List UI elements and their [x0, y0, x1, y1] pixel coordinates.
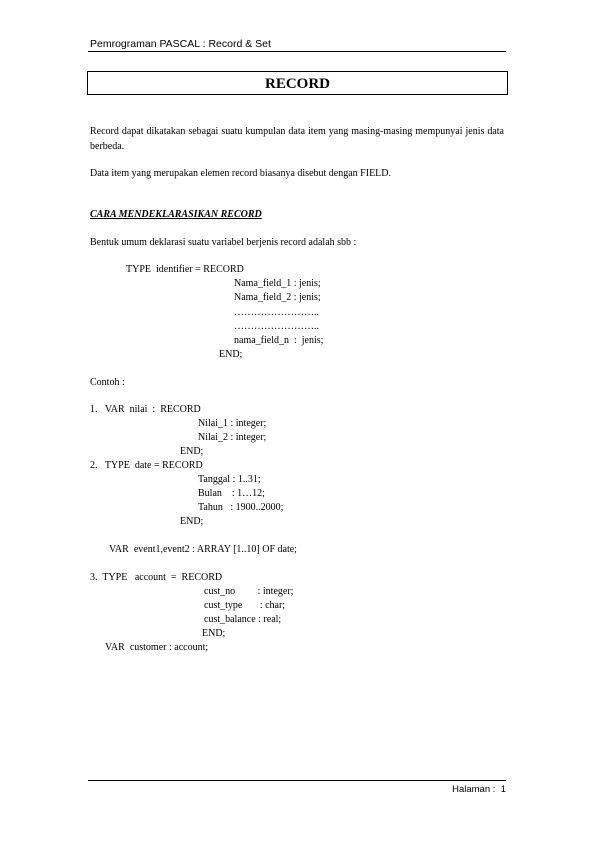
running-header: Pemrograman PASCAL : Record & Set	[90, 38, 271, 50]
example-1-line-3: Nilai_2 : integer;	[198, 432, 267, 443]
page-label: Halaman :	[452, 784, 496, 795]
general-form-line-2: Nama_field_1 : jenis;	[234, 278, 321, 289]
intro-paragraph-1: Record dapat dikatakan sebagai suatu kumpulan data item yang masing-masing mempunyai jenis data berbeda.	[90, 126, 504, 152]
footer-rule	[88, 780, 506, 781]
general-form-line-4: ……………………..	[234, 307, 319, 318]
example-2-line-4: Tahun : 1900..2000;	[198, 502, 284, 513]
example-3-line-1: 3. TYPE account = RECORD	[90, 572, 223, 583]
example-2-line-1: 2. TYPE date = RECORD	[90, 460, 203, 471]
page-number: 1	[500, 784, 506, 795]
intro-paragraph-2: Data item yang merupakan elemen record biasanya disebut dengan FIELD.	[90, 168, 392, 179]
example-1-line-4: END;	[180, 446, 204, 457]
general-form-line-5: ……………………..	[234, 321, 319, 332]
example-2-line-2: Tanggal : 1..31;	[198, 474, 261, 485]
general-form-line-3: Nama_field_2 : jenis;	[234, 292, 321, 303]
example-3-line-2: cust_no : integer;	[204, 586, 294, 597]
example-3-var: VAR customer : account;	[105, 642, 209, 653]
section-heading: CARA MENDEKLARASIKAN RECORD	[90, 209, 262, 220]
general-form-line-1: TYPE identifier = RECORD	[126, 264, 244, 275]
general-form-line-6: nama_field_n : jenis;	[234, 335, 324, 346]
general-form-intro: Bentuk umum deklarasi suatu variabel berjenis record adalah sbb :	[90, 237, 357, 248]
example-1-line-2: Nilai_1 : integer;	[198, 418, 267, 429]
example-2-var: VAR event1,event2 : ARRAY [1..10] OF date;	[109, 544, 297, 555]
header-rule	[88, 51, 506, 52]
example-1-line-1: 1. VAR nilai : RECORD	[90, 404, 201, 415]
example-3-line-4: cust_balance : real;	[204, 614, 282, 625]
page-title: RECORD	[87, 71, 508, 95]
general-form-line-7: END;	[219, 349, 243, 360]
example-3-line-5: END;	[202, 628, 226, 639]
example-3-line-3: cust_type : char;	[204, 600, 286, 611]
example-2-line-3: Bulan : 1…12;	[198, 488, 265, 499]
example-2-line-5: END;	[180, 516, 204, 527]
page-footer	[452, 784, 506, 795]
examples-label: Contoh :	[90, 377, 125, 388]
